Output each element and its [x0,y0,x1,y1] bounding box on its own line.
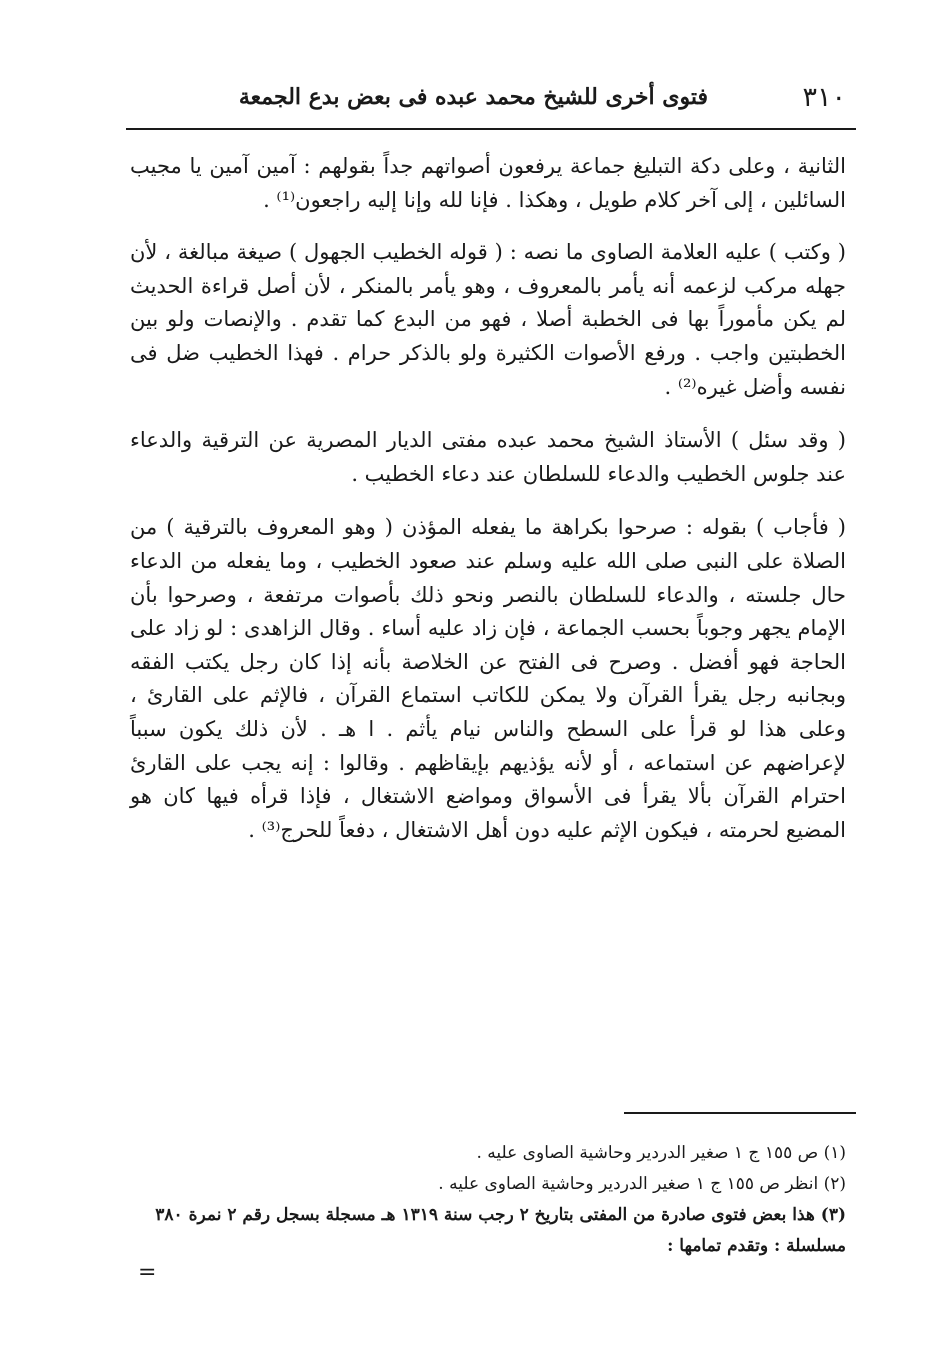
footnote-divider [624,1112,856,1114]
page-header [130,78,868,122]
running-title: فتوى أخرى للشيخ محمد عبده فى بعض بدع الجمعة [238,84,708,110]
header-divider [126,128,856,130]
footnote-3: (٣) هذا بعض فتوى صادرة من المفتى بتاريخ ٢ رجب سنة ١٣١٩ هـ مسجلة بسجل رقم ٢ نمرة ٣٨٠ مسلسلة : وتقدم تمامها : [155,1205,846,1256]
paragraph-question: ( وقد سئل ) الأستاذ الشيخ محمد عبده مفتى الديار المصرية عن الترقية والدعاء عند جلوس الخطيب والدعاء للسلطان عند دعاء الخطيب . [130,428,846,486]
continuation-mark: = [138,1260,157,1285]
paragraph-continuation: الثانية ، وعلى دكة التبليغ جماعة يرفعون أصواتهم جداً بقولهم : آمين آمين يا مجيب السائلين ، إلى آخر كلام طويل ، وهكذا . فإنا لله وإنا إليه راجعون⁽¹⁾ . [130,154,846,212]
footnotes [130,1138,846,1262]
paragraph-sawi-commentary: ( وكتب ) عليه العلامة الصاوى ما نصه : ( قوله الخطيب الجهول ) صيغة مبالغة ، لأن جهله مركب لزعمه أنه يأمر بالمعروف ، وهو يأمر بالمنكر ، لأن أصل قراءة الحديث لم يكن مأموراً بها فى الخطبة أصلا ، فهو من البدع كما تقدم . والإنصات ولو بين الخطبتين واجب . ورفع الأصوات الكثيرة ولو بالذكر حرام . فهذا الخطيب ضل فى نفسه وأضل غيره⁽²⁾ . [130,240,846,399]
page-number: ٣١٠ [802,82,846,113]
footnote-1: (١) ص ١٥٥ ج ١ صغير الدردير وحاشية الصاوى عليه . [476,1143,846,1163]
main-text [130,150,846,867]
paragraph-answer: ( فأجاب ) بقوله : صرحوا بكراهة ما يفعله المؤذن ( وهو المعروف بالترقية ) من الصلاة على النبى صلى الله عليه وسلم عند صعود الخطيب ، وما يفعله من الدعاء حال جلسته ، والدعاء للسلطان بالنصر ونحو ذلك بأصوات مرتفعة ، وصرحوا بأن الإمام يجهر وجوباً بحسب الجماعة ، فإن زاد عليه أساء . وقال الزاهدى : لو زاد على الحاجة فهو أفضل . وصرح فى الفتح عن الخلاصة بأنه إذا كان رجل يكتب الفقه وبجانبه رجل يقرأ القرآن ولا يمكن للكاتب استماع القرآن ، فالإثم على القارئ ، وعلى هذا لو قرأ على السطح والناس نيام يأثم . ا هـ . لأن ذلك يكون سبباً لإعراضهم عن استماعه ، أو لأنه يؤذيهم بإيقاظهم . وقالوا : إنه يجب على القارئ احترام القرآن بألا يقرأ فى الأسواق ومواضع الاشتغال ، فإذا قرأه فيها كان هو المضيع لحرمته ، فيكون الإثم عليه دون أهل الاشتغال ، دفعاً للحرج⁽³⁾ . [130,515,846,842]
footnote-2: (٢) انظر ص ١٥٥ ج ١ صغير الدردير وحاشية الصاوى عليه . [438,1174,846,1194]
